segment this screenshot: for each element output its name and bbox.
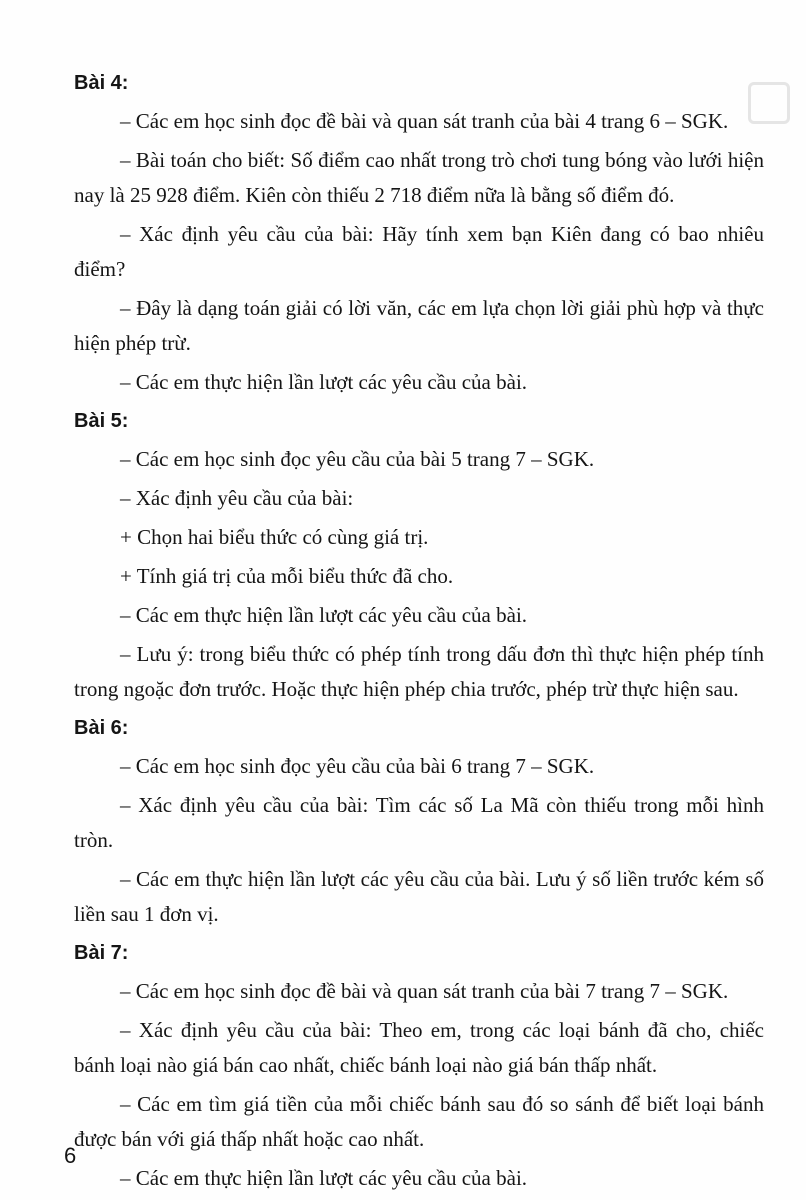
paragraph: – Các em thực hiện lần lượt các yêu cầu của bài. Lưu ý số liền trước kém số liền sau 1 đơn vị. (74, 867, 764, 926)
paragraph: – Các em thực hiện lần lượt các yêu cầu của bài. (120, 1166, 528, 1190)
section-heading: Bài 4: (74, 72, 129, 94)
paragraph: – Các em học sinh đọc đề bài và quan sát tranh của bài 4 trang 6 – SGK. (120, 109, 729, 133)
paragraph: – Các em thực hiện lần lượt các yêu cầu của bài. (120, 603, 528, 627)
paragraph: – Các em học sinh đọc đề bài và quan sát tranh của bài 7 trang 7 – SGK. (120, 979, 729, 1003)
paragraph: – Xác định yêu cầu của bài: Tìm các số La Mã còn thiếu trong mỗi hình tròn. (74, 793, 764, 852)
paragraph: – Xác định yêu cầu của bài: (120, 486, 354, 510)
paragraph: – Xác định yêu cầu của bài: Theo em, trong các loại bánh đã cho, chiếc bánh loại nào giá bán cao nhất, chiếc bánh loại nào giá bán thấp nhất. (74, 1018, 764, 1077)
paragraph: + Chọn hai biểu thức có cùng giá trị. (120, 525, 429, 549)
section-bai-6 (74, 711, 764, 932)
paragraph: – Các em học sinh đọc yêu cầu của bài 6 trang 7 – SGK. (120, 754, 595, 778)
paragraph: – Đây là dạng toán giải có lời văn, các em lựa chọn lời giải phù hợp và thực hiện phép trừ. (74, 296, 764, 355)
paragraph: – Lưu ý: trong biểu thức có phép tính trong dấu đơn thì thực hiện phép tính trong ngoặc đơn trước. Hoặc thực hiện phép chia trước, phép trừ thực hiện sau. (74, 642, 764, 701)
paragraph: – Các em thực hiện lần lượt các yêu cầu của bài. (120, 370, 528, 394)
section-bai-7 (74, 936, 764, 1196)
section-bai-5 (74, 404, 764, 707)
paragraph: – Các em học sinh đọc yêu cầu của bài 5 trang 7 – SGK. (120, 447, 595, 471)
section-heading: Bài 5: (74, 410, 129, 432)
section-bai-4 (74, 66, 764, 400)
page-number: 6 (64, 1143, 77, 1168)
paragraph: – Các em tìm giá tiền của mỗi chiếc bánh sau đó so sánh để biết loại bánh được bán với giá thấp nhất hoặc cao nhất. (74, 1092, 764, 1151)
paragraph: – Bài toán cho biết: Số điểm cao nhất trong trò chơi tung bóng vào lưới hiện nay là 25 928 điểm. Kiên còn thiếu 2 718 điểm nữa là bằng số điểm đó. (74, 148, 764, 207)
page-content (74, 66, 764, 1200)
section-heading: Bài 6: (74, 717, 129, 739)
section-heading: Bài 7: (74, 942, 129, 964)
paragraph: – Xác định yêu cầu của bài: Hãy tính xem bạn Kiên đang có bao nhiêu điểm? (74, 222, 764, 281)
paragraph: + Tính giá trị của mỗi biểu thức đã cho. (120, 564, 454, 588)
